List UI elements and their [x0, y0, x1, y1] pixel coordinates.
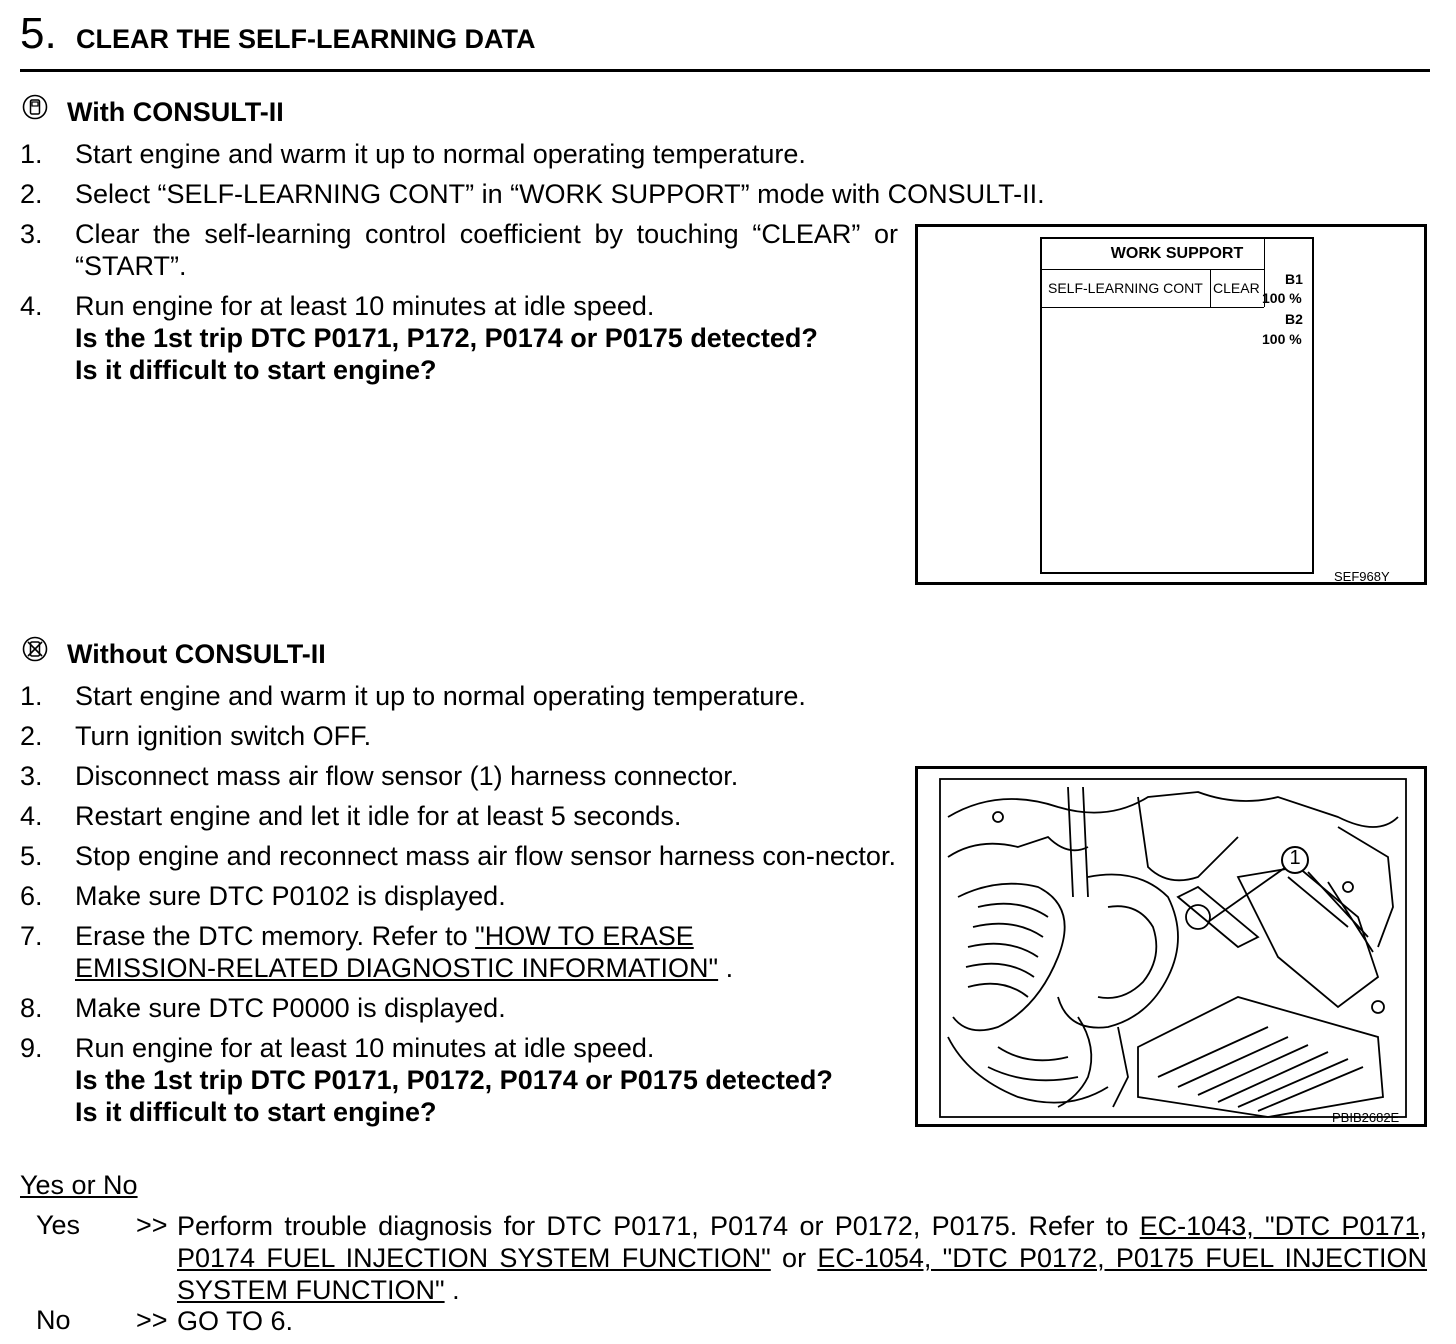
list-item: 4. Restart engine and let it idle for at least 5 seconds.	[20, 801, 682, 831]
without-consult-steps	[20, 680, 898, 1136]
no-consult-icon	[22, 636, 48, 662]
list-item: 4. Run engine for at least 10 minutes at idle speed. Is the 1st trip DTC P0171, P172, P0174 or P0175 detected? Is it difficult to start engine?	[20, 290, 898, 386]
list-item: 3. Disconnect mass air flow sensor (1) harness connector.	[20, 761, 739, 791]
list-item: 2. Turn ignition switch OFF.	[20, 721, 372, 751]
list-item: 1. Start engine and warm it up to normal operating temperature.	[20, 139, 806, 169]
no-arrow: >>	[136, 1305, 168, 1335]
step-title: CLEAR THE SELF-LEARNING DATA	[76, 24, 536, 54]
question-text: Is it difficult to start engine?	[75, 1097, 437, 1127]
work-support-figure	[915, 224, 1427, 585]
list-item: 7. Erase the DTC memory. Refer to "HOW TO ERASE EMISSION-RELATED DIAGNOSTIC INFORMATION" .	[20, 921, 734, 983]
list-item: 2. Select “SELF-LEARNING CONT” in “WORK SUPPORT” mode with CONSULT-II.	[20, 179, 1045, 209]
question-text: Is the 1st trip DTC P0171, P0172, P0174 or P0175 detected?	[75, 1065, 833, 1095]
engine-bay-figure	[915, 766, 1427, 1127]
consult-screen	[1040, 237, 1314, 574]
step-number: 5.	[20, 9, 57, 58]
no-answer: GO TO 6.	[177, 1306, 294, 1336]
list-item: 6. Make sure DTC P0102 is displayed.	[20, 881, 506, 911]
question-text: Is it difficult to start engine?	[75, 355, 437, 385]
figure-code: PBIB2682E	[1332, 1110, 1400, 1125]
callout-number: 1	[1289, 847, 1301, 869]
yes-or-no-label: Yes or No	[20, 1170, 138, 1200]
with-consult-heading: With CONSULT-II	[67, 97, 284, 127]
yes-label: Yes	[36, 1210, 81, 1240]
engine-bay-drawing	[938, 777, 1408, 1119]
no-label: No	[36, 1305, 71, 1335]
ec-1043-link[interactable]: EC-1043, "DTC P0171, P0174 FUEL INJECTION SYSTEM FUNCTION"	[177, 1211, 1427, 1273]
list-item: 3. Clear the self-learning control coefficient by touching “CLEAR” or “START”.	[20, 219, 898, 281]
b2-value: 100 %	[1262, 331, 1302, 347]
yes-answer: Perform trouble diagnosis for DTC P0171, P0174 or P0172, P0175. Refer to EC-1043, "DTC P0171, P0174 FUEL INJECTION SYSTEM FUNCTION" or EC-1054, "DTC P0172, P0175 FUEL INJECTION SYSTEM FUNCTION" .	[177, 1211, 1428, 1305]
clear-button[interactable]: CLEAR	[1213, 280, 1260, 296]
b2-label: B2	[1285, 311, 1303, 327]
list-item: 8. Make sure DTC P0000 is displayed.	[20, 993, 506, 1023]
self-learning-cont-label: SELF-LEARNING CONT	[1048, 280, 1203, 296]
list-item: 5. Stop engine and reconnect mass air flow sensor harness con-nector.	[20, 841, 896, 871]
figure-code: SEF968Y	[1334, 569, 1390, 584]
b1-label: B1	[1285, 271, 1303, 287]
work-support-title: WORK SUPPORT	[1110, 245, 1244, 262]
ec-1054-link[interactable]: EC-1054, "DTC P0172, P0175 FUEL INJECTION SYSTEM FUNCTION"	[177, 1243, 1428, 1305]
without-consult-heading: Without CONSULT-II	[67, 639, 326, 669]
list-item: 9. Run engine for at least 10 minutes at idle speed. Is the 1st trip DTC P0171, P0172, P0174 or P0175 detected? Is it difficult to start engine?	[20, 1032, 898, 1128]
title-rule	[20, 69, 1430, 72]
yes-arrow: >>	[136, 1210, 168, 1240]
b1-value: 100 %	[1262, 290, 1302, 306]
erase-dtc-link[interactable]: "HOW TO ERASE EMISSION-RELATED DIAGNOSTIC INFORMATION"	[75, 921, 719, 983]
consult-icon	[22, 94, 48, 120]
question-text: Is the 1st trip DTC P0171, P172, P0174 or P0175 detected?	[75, 323, 818, 353]
list-item: 1. Start engine and warm it up to normal operating temperature.	[20, 681, 806, 711]
with-consult-steps	[20, 138, 1045, 394]
